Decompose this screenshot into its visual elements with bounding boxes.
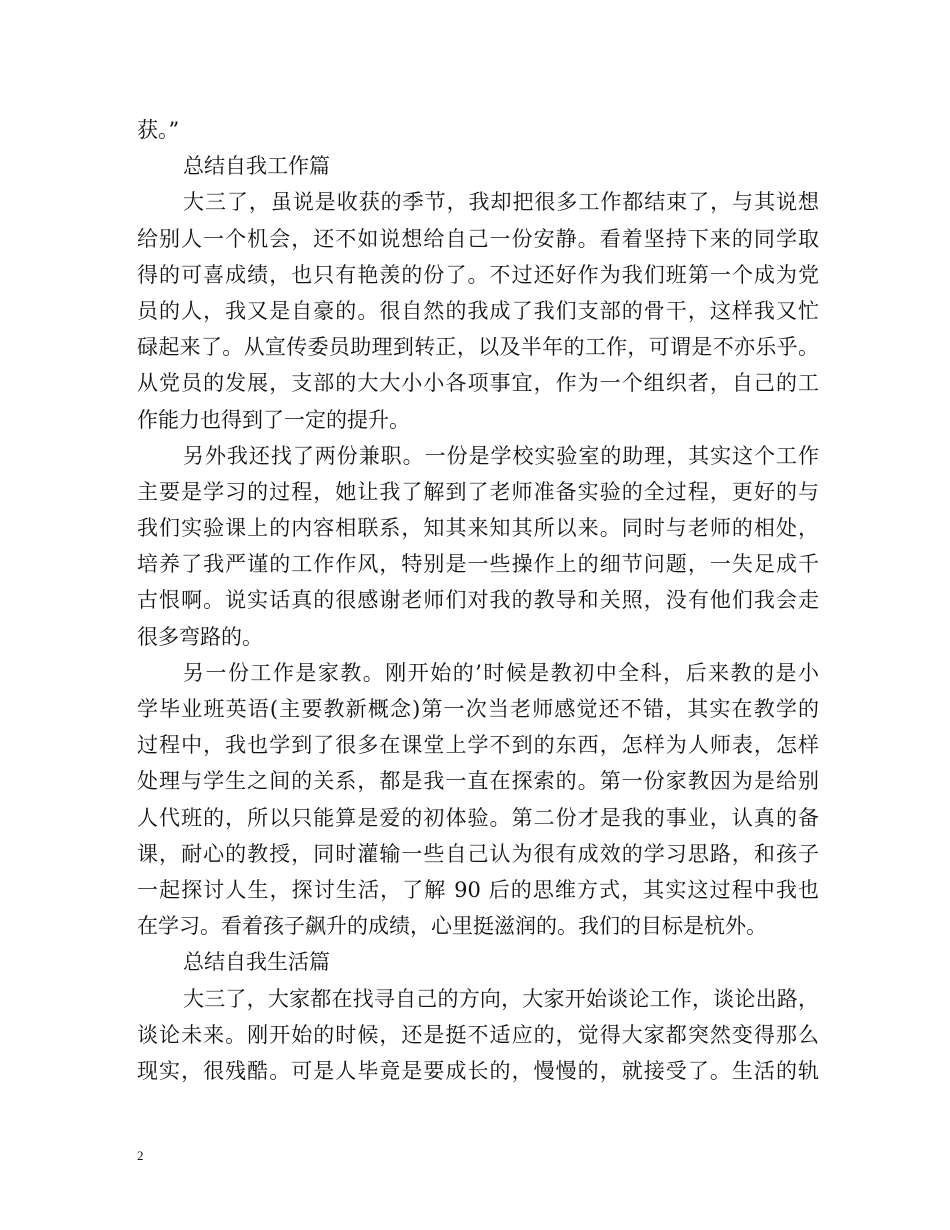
text-line: 现实，很残酷。可是人毕竟是要成长的，慢慢的，就接受了。生活的轨	[137, 1058, 819, 1083]
text-line: 得的可喜成绩，也只有艳羡的份了。不过还好作为我们班第一个成为党	[137, 262, 819, 287]
text-line: 作能力也得到了一定的提升。	[137, 407, 410, 432]
text-line: 大三了，大家都在找寻自己的方向，大家开始谈论工作，谈论出路，	[183, 986, 819, 1011]
text-line: 一起探讨人生，探讨生活，了解 90 后的思维方式，其实这过程中我也	[137, 877, 819, 902]
text-line: 古恨啊。说实话真的很感谢老师们对我的教导和关照，没有他们我会走	[137, 588, 819, 613]
text-line: 大三了，虽说是收获的季节，我却把很多工作都结束了，与其说想	[183, 190, 819, 215]
text-line: 学毕业班英语(主要教新概念)第一次当老师感觉还不错，其实在教学的	[137, 697, 819, 721]
text-line: 主要是学习的过程，她让我了解到了老师准备实验的全过程，更好的与	[137, 479, 819, 504]
text-line: 处理与学生之间的关系，都是我一直在探索的。第一份家教因为是给别	[137, 769, 819, 794]
text-line: 人代班的，所以只能算是爱的初体验。第二份才是我的事业，认真的备	[137, 805, 819, 830]
text-line: 员的人，我又是自豪的。很自然的我成了我们支部的骨干，这样我又忙	[137, 298, 819, 323]
text-line: 过程中，我也学到了很多在课堂上学不到的东西，怎样为人师表，怎样	[137, 733, 819, 758]
text-line: 很多弯路的。	[137, 624, 263, 649]
page-number: 2	[137, 1148, 144, 1163]
text-line: 给别人一个机会，还不如说想给自己一份安静。看着坚持下来的同学取	[137, 226, 819, 251]
text-line: 总结自我工作篇	[183, 154, 330, 179]
text-line: 培养了我严谨的工作作风，特别是一些操作上的细节问题，一失足成千	[137, 552, 819, 577]
text-line: 课，耐心的教授，同时灌输一些自己认为很有成效的学习思路，和孩子	[137, 841, 819, 866]
text-line: 碌起来了。从宣传委员助理到转正，以及半年的工作，可谓是不亦乐乎。	[137, 335, 819, 360]
text-line: 获。”	[137, 118, 180, 142]
text-line: 总结自我生活篇	[183, 950, 330, 975]
document-body	[137, 112, 819, 1089]
text-line: 从党员的发展，支部的大大小小各项事宜，作为一个组织者，自己的工	[137, 371, 819, 396]
text-line: 我们实验课上的内容相联系，知其来知其所以来。同时与老师的相处，	[137, 516, 819, 541]
text-line: 另外我还找了两份兼职。一份是学校实验室的助理，其实这个工作	[183, 443, 819, 468]
text-line: 另一份工作是家教。刚开始的’时候是教初中全科，后来教的是小	[183, 660, 819, 685]
text-line: 在学习。看着孩子飙升的成绩，心里挺滋润的。我们的目标是杭外。	[137, 914, 767, 939]
text-line: 谈论未来。刚开始的时候，还是挺不适应的，觉得大家都突然变得那么	[137, 1022, 819, 1047]
